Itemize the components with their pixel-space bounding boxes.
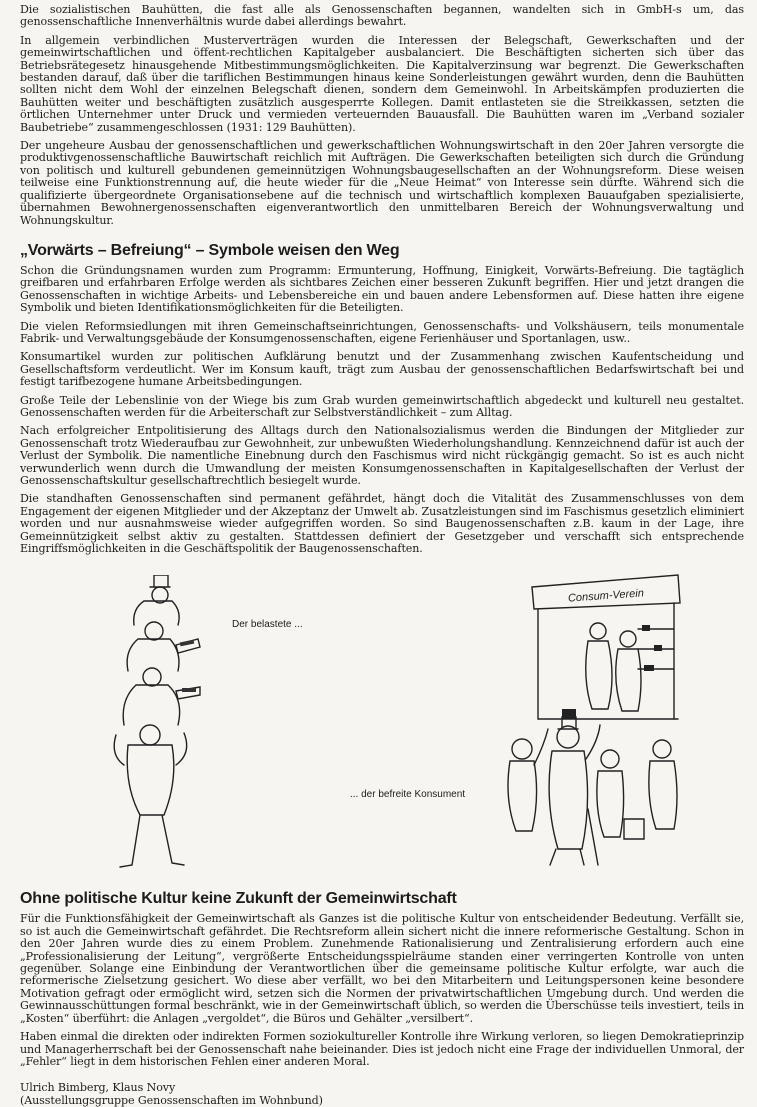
burdened-consumer-drawing bbox=[80, 575, 240, 875]
author-group: (Ausstellungsgruppe Genossenschaften im Wohnbund) bbox=[20, 1093, 323, 1107]
section-paragraph: Konsumartikel wurden zur politischen Aufklärung benutzt und der Zusammenhang zwischen Kaufentscheidung und Gesellschaftsform verdeutlicht. Wer im Konsum kauft, trägt zum Ausbau der genossenschaftlichen Bedarfswirtschaft bei und festigt tarifbezogene humane Arbeitsbedingungen. bbox=[20, 350, 744, 389]
intro-paragraph: Die sozialistischen Bauhütten, die fast alle als Genossenschaften begannen, wandelten sich in GmbH-s um, das genossenschaftliche Innenverhältnis wurde dabei allerdings bewahrt. bbox=[20, 3, 744, 29]
intro-section bbox=[20, 4, 744, 227]
intro-paragraph: In allgemein verbindlichen Musterverträgen wurden die Interessen der Belegschaft, Gewerkschaften und der gemeinwirtschaftlichen und öffent-rechtlichen Kapitalgeber ausbalanciert. Die Beschäftigten sicherten sich über das Betriebsrätegesetz hinausgehende Mitbestimmungsmöglichkeiten. Die Kapitalverzinsung war begrenzt. Die Gewerkschaften bestanden darauf, daß über die tariflichen Bestimmungen hinaus keine Sonderleistungen gewährt wurden, denn die Bauhütten sollten nicht dem Wohl der einzelnen Belegschaft dienen, sondern dem Gemeinwohl. In Arbeitskämpfen produzierten die Bauhütten weiter und beschäftigten zusätzlich ausgesperrte Kollegen. Damit entlasteten sie die Streikkassen, setzten die örtlichen Unternehmer unter Druck und vermieden verteuernden Bauausfall. Die Bauhütten waren im „Verband sozialer Baubetriebe“ zusammengeschlossen (1931: 129 Bauhütten). bbox=[20, 33, 744, 134]
section-paragraph: Für die Funktionsfähigkeit der Gemeinwirtschaft als Ganzes ist die politische Kultur von entscheidender Bedeutung. Verfällt sie, so ist auch die Gemeinwirtschaft gefährdet. Die Rechtsreform allein sichert nicht die innere reformerische Gestaltung. Schon in den 20er Jahren wurde dies zu einem Problem. Zunehmende Rationalisierung und Zentralisierung erfordern auch eine „Professionalisierung der Leitung“, vergrößerte Entscheidungsspielräume standen einer verringerten Kontrolle von unten gegenüber. Solange eine Einbindung der Verantwortlichen über die gemeinsame politische Kultur erfolgte, war auch die reformerische Zielsetzung gesichert. Wo diese aber verfällt, wo bei den Mitarbeitern und Leitungspersonen keine besondere Motivation gefragt oder ermöglicht wird, setzen sich die Normen der privatwirtschaftlichen Umgebung durch. Und werden die Gewinnausschüttungen formal beschränkt, wie in der Gemeinwirtschaft üblich, so werden die Überschüsse teils investiert, teils in „Kosten“ überführt: die Anlagen „vergoldet“, die Büros und Gehälter „versilbert“. bbox=[20, 912, 744, 1025]
intro-paragraph: Der ungeheure Ausbau der genossenschaftlichen und gewerkschaftlichen Wohnungswirtschaft in den 20er Jahren versorgte die produktivgenossenschaftliche Bauwirtschaft reichlich mit Aufträgen. Die Gewerkschaften beteiligten sich durch die Gründung von politisch und kulturell gebundenen gemeinnützigen Wohnungsbaugesellschaften an der Wohnungsreform. Diese weisen teilweise eine Funktionstrennung auf, die heute wieder für die „Neue Heimat“ von Interesse sein dürfte. Während sich die qualifizierte übergeordnete Organisationsebene auf die technisch und wirtschaftlich komplexen Bauaufgaben spezialisierte, übernahmen Bewohnergenossenschaften eigenverantwortlich den unmittelbaren Bereich der Wohnungsverwaltung und Wohnungskultur. bbox=[20, 139, 744, 227]
section-paragraph: Schon die Gründungsnamen wurden zum Programm: Ermunterung, Hoffnung, Einigkeit, Vorwärts-Befreiung. Die tagtäglich greifbaren und erfahrbaren Erfolge werden als sichtbares Zeichen einer besseren Zukunft begriffen. Hier und jetzt drangen die Genossenschaften in wichtige Arbeits- und Lebensbereiche ein und bauen andere Lebensformen auf. Diese hatten ihre eigene Symbolik und bieten Identifikationsmöglichkeiten für die Beteiligten. bbox=[20, 263, 744, 315]
section-heading-kultur: Ohne politische Kultur keine Zukunft der Gemeinwirtschaft bbox=[20, 890, 457, 908]
liberated-consumer-drawing bbox=[488, 569, 698, 869]
section-paragraph: Die standhaften Genossenschaften sind permanent gefährdet, hängt doch die Vitalität des Zusammenschlusses von dem Engagement der eigenen Mitglieder und der Akzeptanz der Umwelt ab. Zusatzleistungen sind im Faschismus gesetzlich eliminiert worden und nur ausnahmsweise wieder aufgegriffen worden. So sind Baugenossenschaften z.B. kaum in der Lage, ihre Gemeinnützigkeit selbst aktiv zu gestalten. Stattdessen definiert der Gesetzgeber und verschafft sich entsprechende Eingriffsmöglichkeiten in die Geschäftspolitik der Baugenossenschaften. bbox=[20, 492, 744, 556]
section-paragraph: Nach erfolgreicher Entpolitisierung des Alltags durch den Nationalsozialismus werden die Bindungen der Mitglieder zur Genossenschaft trotz Wiederaufbau zur Gewohnheit, zur unbewußten Wiederholungshandlung. Kennzeichnend dafür ist auch der Verlust der Symbolik. Die namentliche Einebnung durch den Faschismus wird nicht rückgängig gemacht. So ist es auch nicht verwunderlich wenn durch die Umwandlung der meisten Konsumgenossenschaften in Kapitalgesellschaften der Verlust der Genossenschaftskultur gesellschaftrechtlich besiegelt wurde. bbox=[20, 424, 744, 487]
section-kultur bbox=[20, 913, 744, 1068]
section-symbole bbox=[20, 265, 744, 556]
section-paragraph: Die vielen Reformsiedlungen mit ihren Gemeinschaftseinrichtungen, Genossenschafts- und Volkshäusern, teils monumentale Fabrik- und Verwaltungsgebäude der Konsumgenossenschaften, eigene Ferienhäuser und Sportanlagen, usw.. bbox=[20, 319, 744, 345]
illustration bbox=[20, 569, 744, 889]
authors bbox=[20, 1082, 744, 1107]
author-names: Ulrich Bimberg, Klaus Novy bbox=[20, 1081, 176, 1095]
section-heading-symbole: „Vorwärts – Befreiung“ – Symbole weisen den Weg bbox=[20, 241, 400, 259]
caption-right: ... der befreite Konsument bbox=[350, 789, 466, 801]
page bbox=[20, 4, 744, 1107]
shop-sign-text: Consum-Verein bbox=[567, 587, 645, 606]
section-paragraph: Große Teile der Lebenslinie von der Wiege bis zum Grab wurden gemeinwirtschaftlich abgedeckt und kulturell neu gestaltet. Genossenschaften werden für die Arbeiterschaft zur Selbstverständlichkeit – zum Alltag. bbox=[20, 393, 744, 419]
caption-left: Der belastete ... bbox=[232, 619, 303, 631]
section-paragraph: Haben einmal die direkten oder indirekten Formen soziokultureller Kontrolle ihre Wirkung verloren, so liegen Demokratieprinzip und Managerherrschaft bei der Genossenschaft nahe beieinander. Dies ist jedoch nicht eine Frage der individuellen Unmoral, der „Fehler“ liegt in dem historischen Fehlen einer anderen Moral. bbox=[20, 1030, 744, 1068]
